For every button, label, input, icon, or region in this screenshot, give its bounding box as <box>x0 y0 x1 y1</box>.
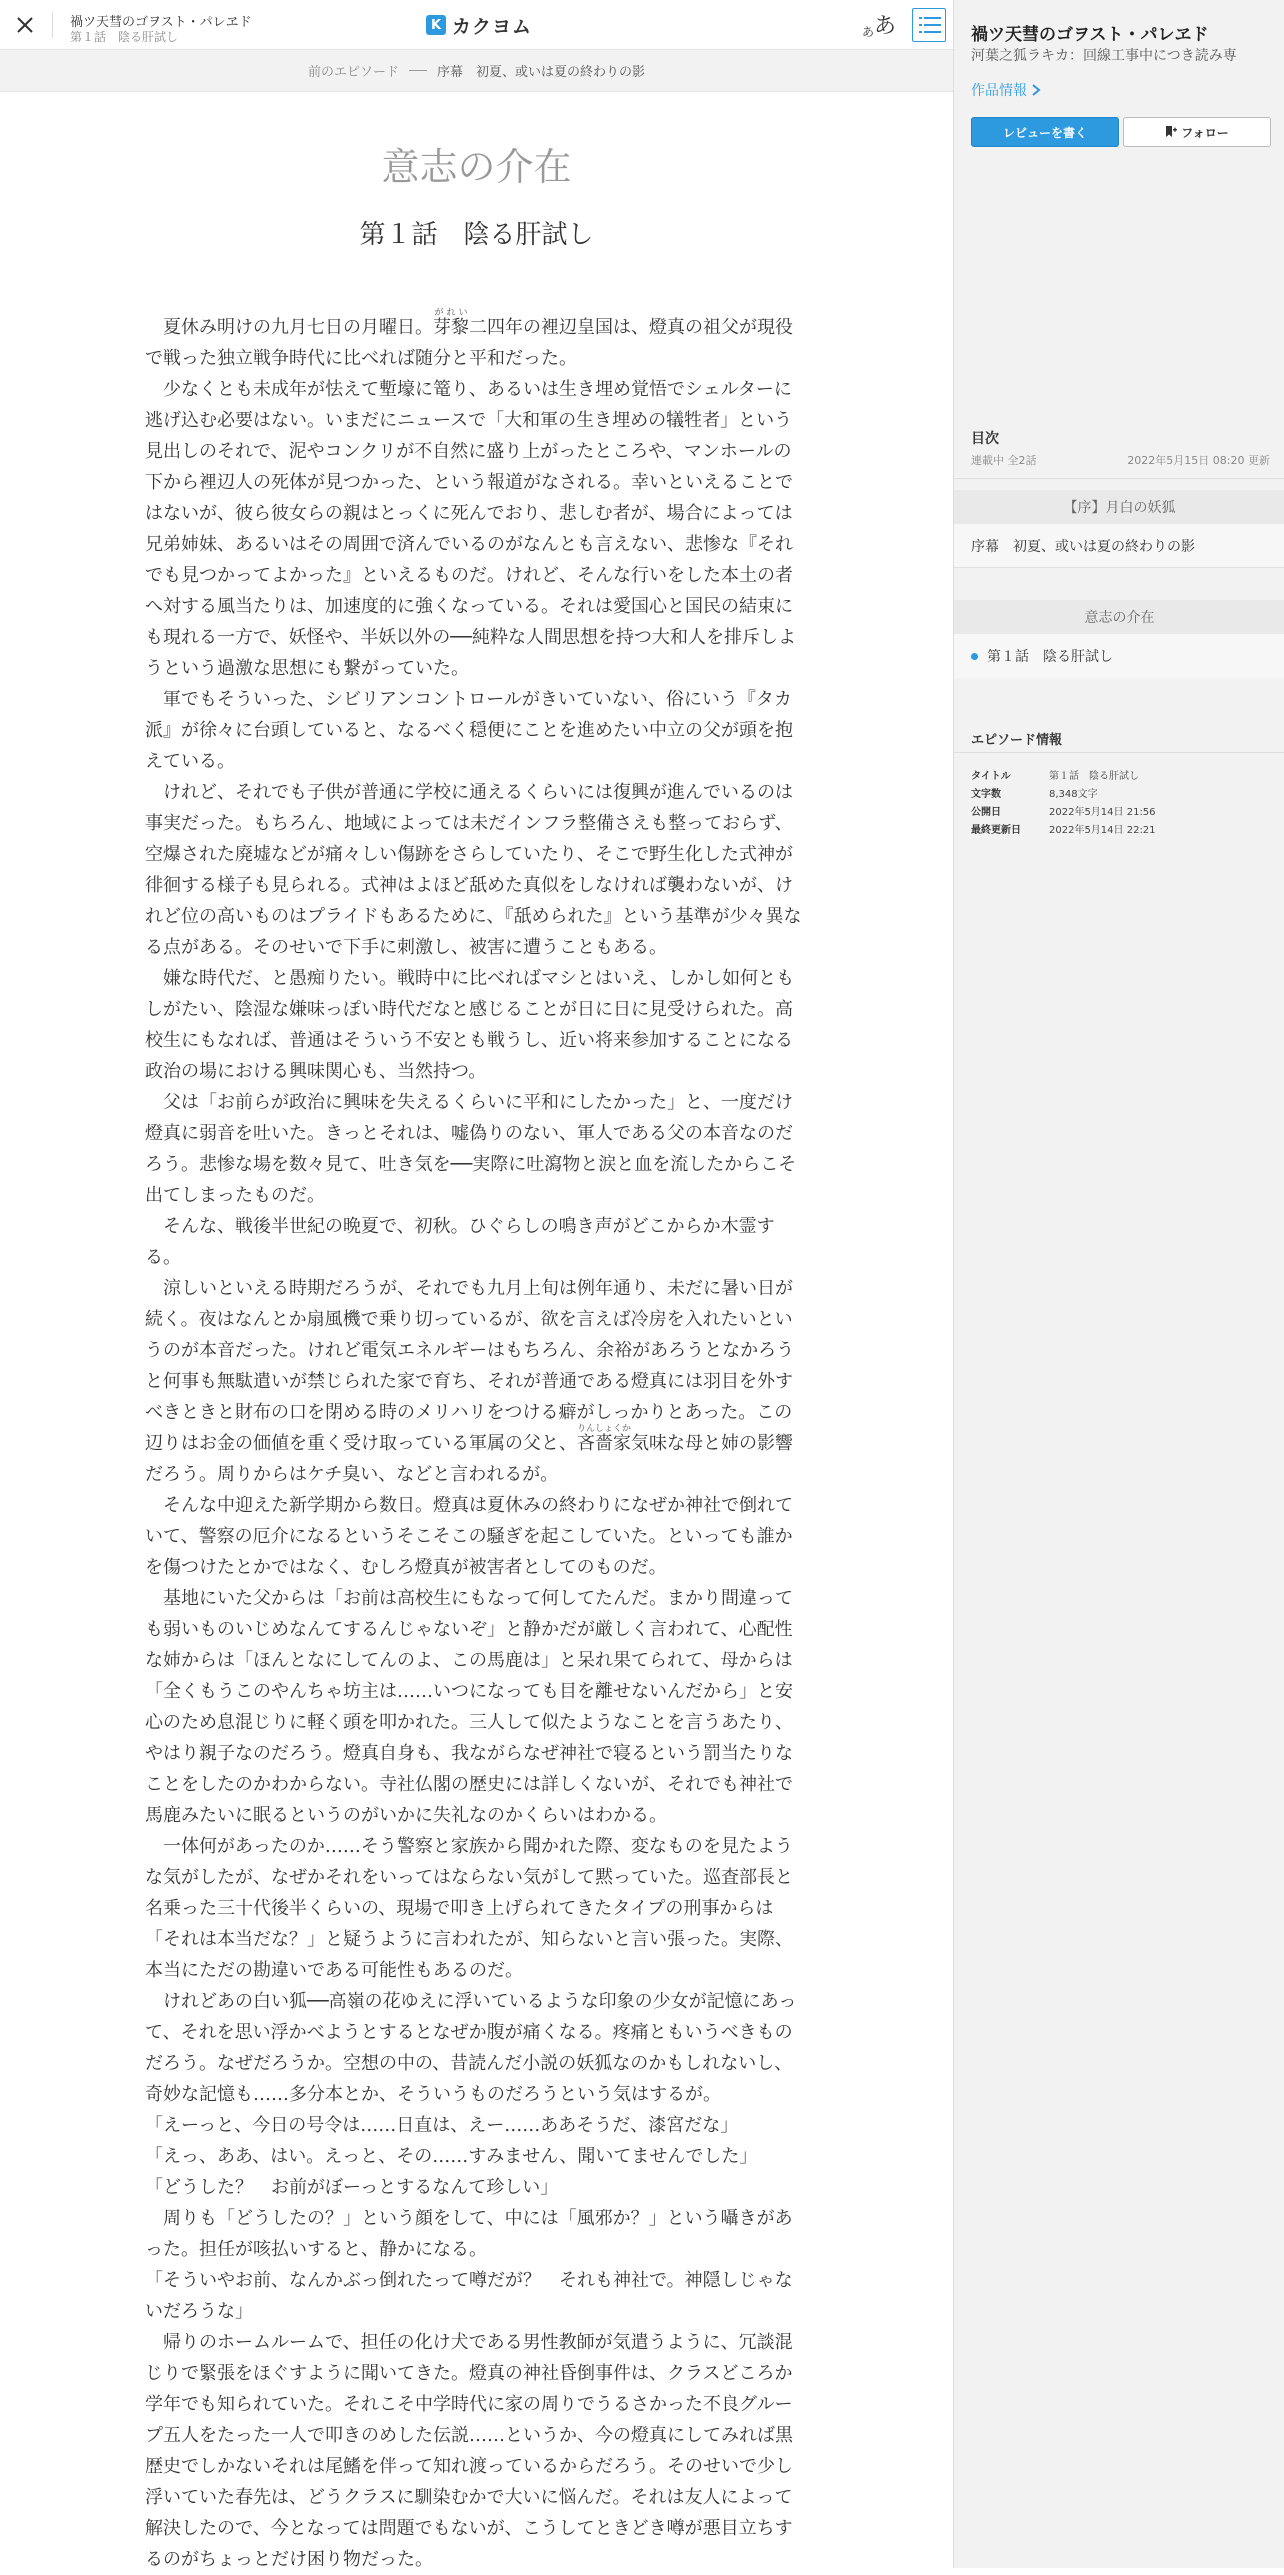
sidebar <box>953 0 1284 2568</box>
font-size-large-glyph: あ <box>874 14 897 39</box>
kakuyomu-logo[interactable] <box>426 13 532 37</box>
dialogue-line: 「えっ、ああ、はい。えっと、その……すみません、聞いてませんでした」 <box>145 2146 758 2167</box>
paragraph: 基地にいた父からは「お前は高校生にもなって何してたんだ。まかり間違っても弱いものいじめなんてするんじゃないぞ」と静かだが厳しく言われて、心配性な姉からは「ほんとなにしてんのよ、この馬鹿は」と呆れ果てられて、母からは「全くもうこのやんちゃ坊主は……いつになっても目を離せないんだから」と安心のため息混じりに軽く頭を叩かれた。三人して似たようなことを言うあたり、やはり親子なのだろう。燈真自身も、我ながらなぜ神社で寝るという罰当たりなことをしたのかわからない。寺社仏閣の歴史には詳しくないが、それでも神社で馬鹿みたいに眠るというのがいかに失礼なのかくらいはわかる。 <box>145 1588 793 1826</box>
chevron-right-icon <box>1031 84 1041 96</box>
paragraph: 少なくとも未成年が怯えて塹壕に篭り、あるいは生き埋め覚悟でシェルターに逃げ込む必要はない。いまだにニュースで「大和軍の生き埋めの犠牲者」という見出しのそれで、泥やコンクリが不自然に盛り上がったところや、マンホールの下から裡辺人の死体が見つかった、という報道がなされる。幸いといえることではないが、彼ら彼女らの親はとっくに死んでおり、悲しむ者が、場合によっては兄弟姉妹、あるいはその周囲で済んでいるのがなんとも言えない、悲惨な『それでも見つかってよかった』といえるものだ。けれど、そんな行いをした本土の者へ対する風当たりは、加速度的に強くなっている。それは愛国心と国民の結束にも現れる一方で、妖怪や、半妖以外の──純粋な人間思想を持つ大和人を排斥しようという過激な思想にも繋がっていた。 <box>145 379 796 679</box>
toc-episode-item[interactable]: 序幕 初夏、或いは夏の終わりの影 <box>954 524 1284 568</box>
chapter-title: 意志の介在 <box>381 145 572 189</box>
ruby-text: 芽黎がれい <box>433 308 469 338</box>
current-episode-dot-icon <box>971 653 978 660</box>
header-divider <box>52 12 53 38</box>
paragraph: そんな、戦後半世紀の晩夏で、初秋。ひぐらしの鳴き声がどこからか木霊する。 <box>145 1216 775 1268</box>
paragraph: けれどあの白い狐──高嶺の花ゆえに浮いているような印象の少女が記憶にあって、それを思い浮かべようとするとなぜか腹が痛くなる。疼痛ともいうべきものだろう。なぜだろうか。空想の中の、昔読んだ小説の妖狐なのかもしれないし、奇妙な記憶も……多分本とか、そういうものだろうという気はするが。 <box>145 1991 797 2105</box>
paragraph: 帰りのホームルームで、担任の化け犬である男性教師が気遣うように、冗談混じりで緊張をほぐすように聞いてきた。燈真の神社昏倒事件は、クラスどころか学年でも知られていた。それこそ中学時代に家の周りでうるさかった不良グループ五人をたった一人で叩きのめした伝説……というか、今の燈真にしてみれば黒歴史でしかないそれは尾鰭を伴って知れ渡っているからだろう。そのせいで少し浮いていた春先は、どうクラスに馴染むかで大いに悩んだ。それは友人によって解決したので、今となっては問題でもないが、こうしてときどき噂が悪目立ちするのがちょっとだけ困り物だった。 <box>145 2332 793 2570</box>
paragraph: そんな中迎えた新学期から数日。燈真は夏休みの終わりになぜか神社で倒れていて、警察の厄介になるというそこそこの騒ぎを起こしていた。といっても誰かを傷つけたとかではなく、むしろ燈真が被害者としてのものだ。 <box>145 1495 793 1578</box>
episode-info-value: 8,348文字 <box>1049 788 1098 800</box>
ruby-text: 吝嗇家りんしょくか <box>577 1424 632 1454</box>
toc-chapter: 意志の介在 <box>954 600 1284 634</box>
logo-text: カクヨム <box>452 15 533 38</box>
episode-info-table <box>971 765 1156 837</box>
episode-info-row <box>971 765 1156 783</box>
episode-info-value: 2022年5月14日 22:21 <box>1049 824 1156 836</box>
episode-info-heading: エピソード情報 <box>971 733 1063 748</box>
episode-info-key: タイトル <box>971 770 1011 782</box>
follow-label: フォロー <box>1181 125 1229 140</box>
reader-header <box>0 0 953 50</box>
previous-episode-link[interactable] <box>0 50 953 92</box>
episode-info-row <box>971 819 1156 837</box>
episode-body <box>145 308 805 2575</box>
close-button[interactable] <box>10 10 40 40</box>
episode-info-key: 最終更新日 <box>971 824 1021 836</box>
logo-mark-icon: K <box>426 15 446 35</box>
dialogue-line: 「えーっと、今日の号令は……日直は、えー……ああそうだ、漆宮だな」 <box>145 2115 739 2136</box>
episode-info-divider <box>954 752 1284 753</box>
previous-episode-label: 前のエピソード <box>307 65 399 80</box>
write-review-button[interactable]: レビューを書く <box>971 117 1119 147</box>
bookmark-plus-icon <box>1165 126 1177 138</box>
previous-episode-divider <box>409 70 427 71</box>
toc-divider <box>954 478 1284 479</box>
sidebar-work-title[interactable]: 禍ツ天彗のゴヲスト・パレヱド <box>971 25 1209 45</box>
paragraph: 軍でもそういった、シビリアンコントロールがきいていない、俗にいう『タカ派』が徐々に台頭していると、なるべく穏便にことを進めたい中立の父が頭を抱えている。 <box>145 689 793 772</box>
font-size-small-glyph: あ <box>862 25 875 39</box>
toc-episode-item-current[interactable] <box>954 634 1284 678</box>
toc-toggle-button[interactable] <box>912 8 946 42</box>
close-icon <box>10 10 40 40</box>
font-size-button[interactable] <box>862 10 896 40</box>
toc-heading: 目次 <box>971 431 999 447</box>
paragraph: けれど、それでも子供が普通に学校に通えるくらいには復興が進んでいるのは事実だった。もちろん、地域によっては未だインフラ整備さえも整っておらず、空爆された廃墟などが痛々しい傷跡をさらしていたり、そこで野生化した式神が徘徊する様子も見られる。式神はよほど舐めた真似をしなければ襲わないが、けれど位の高いものはプライドもあるために、『舐められた』という基準が少々異なる点がある。そのせいで下手に刺激し、被害に遭うこともある。 <box>145 782 802 958</box>
paragraph: 涼しいといえる時期だろうが、それでも九月上旬は例年通り、未だに暑い日が続く。夜はなんとか扇風機で乗り切っているが、欲を言えば冷房を入れたいというのが本音だった。けれど電気エネルギーはもちろん、余裕があろうとなかろうと何事も無駄遣いが禁じられた家で育ち、それが普通である燈真には羽目を外すべきときと財布の口を閉める時のメリハリをつける癖がしっかりとあった。この辺りはお金の価値を重く受け取っている軍属の父と、吝嗇家りんしょくか気味な母と姉の影響だろう。周りからはケチ臭い、などと言われるが。 <box>145 1278 795 1485</box>
list-icon <box>919 16 941 34</box>
previous-episode-title: 序幕 初夏、或いは夏の終わりの影 <box>437 65 646 80</box>
follow-button[interactable] <box>1123 117 1271 147</box>
paragraph: 嫌な時代だ、と愚痴りたい。戦時中に比べればマシとはいえ、しかし如何ともしがたい、陰湿な嫌味っぽい時代だなと感じることが日に日に見受けられた。高校生にもなれば、普通はそういう不安とも戦うし、近い将来参加することになる政治の場における興味関心も、当然持つ。 <box>145 968 795 1082</box>
dialogue-line: 「どうした？ お前がぼーっとするなんて珍しい」 <box>145 2177 559 2198</box>
episode-info-key: 公開日 <box>971 806 1001 818</box>
episode-info-value: 第１話 陰る肝試し <box>1049 770 1139 782</box>
toc-updated: 2022年5月15日 08:20 更新 <box>1127 454 1270 467</box>
paragraph: 父は「お前らが政治に興味を失えるくらいに平和にしたかった」と、一度だけ燈真に弱音を吐いた。きっとそれは、嘘偽りのない、軍人である父の本音なのだろう。悲惨な場を数々見て、吐き気を──実際に吐瀉物と涙と血を流したからこそ出てしまったものだ。 <box>145 1092 797 1206</box>
episode-info-row <box>971 801 1156 819</box>
toc-status: 連載中 全2話 <box>971 454 1037 467</box>
toc-episode-label: 第１話 陰る肝試し <box>987 649 1113 665</box>
dialogue-line: 「そういやお前、なんかぶっ倒れたって噂だが？ それも神社で。神隠しじゃないだろうな」 <box>145 2270 793 2322</box>
work-info-label: 作品情報 <box>971 83 1027 99</box>
header-episode-title: 第１話 陰る肝試し <box>70 30 179 44</box>
episode-info-value: 2022年5月14日 21:56 <box>1049 806 1156 818</box>
paragraph: 周りも「どうしたの？」という顔をして、中には「風邪か？」という囁きがあった。担任が咳払いすると、静かになる。 <box>145 2208 793 2260</box>
sidebar-author[interactable]: 河葉之狐ラキカ：回線工事中につき読み専 <box>971 48 1237 64</box>
episode-info-key: 文字数 <box>971 788 1001 800</box>
header-work-title[interactable]: 禍ツ天彗のゴヲスト・パレヱド <box>70 15 252 30</box>
episode-info-row <box>971 783 1156 801</box>
toc-chapter: 【序】月白の妖狐 <box>954 490 1284 524</box>
paragraph: 夏休み明けの九月七日の月曜日。芽黎がれい二四年の裡辺皇国は、燈真の祖父が現役で戦った独立戦争時代に比べれば随分と平和だった。 <box>145 308 793 369</box>
episode-title: 第１話 陰る肝試し <box>359 220 594 250</box>
work-info-link[interactable] <box>971 80 1041 100</box>
paragraph: 一体何があったのか……そう警察と家族から聞かれた際、変なものを見たような気がしたが、なぜかそれをいってはならない気がして黙っていた。巡査部長と名乗った三十代後半くらいの、現場で叩き上げられてきたタイプの刑事からは「それは本当だな？」と疑うように言われたが、知らないと言い張った。実際、本当にただの勘違いである可能性もあるのだ。 <box>145 1836 793 1981</box>
